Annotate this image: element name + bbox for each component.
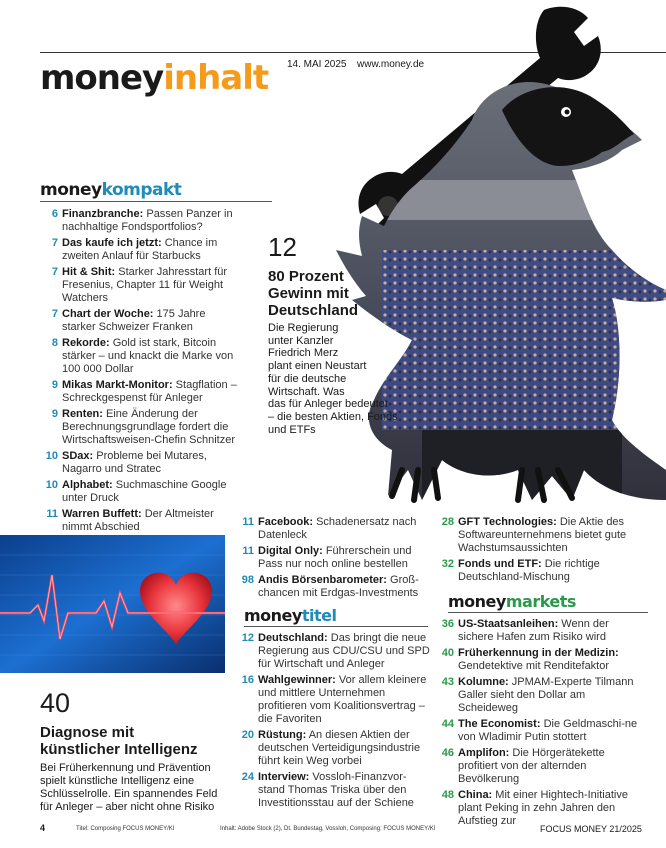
page-title xyxy=(40,58,268,98)
item-title: Chart der Woche: xyxy=(62,308,154,320)
item-title: Rüstung: xyxy=(258,729,307,741)
item-title: Digital Only: xyxy=(258,545,323,557)
item-title: GFT Technologies: xyxy=(458,516,557,528)
item-desc: JPMAM-Experte Tilmann Galler sieht den Dollar am Scheideweg xyxy=(458,676,634,714)
list-item[interactable] xyxy=(436,789,644,828)
list-item[interactable] xyxy=(236,574,426,600)
item-desc: Vor allem kleinere und mittlere Unternehmen profitieren vom Koalitionsvertrag – die Favoriten xyxy=(258,674,427,725)
feature-desc-line: das für Anleger bedeutet xyxy=(268,398,388,411)
page-number: 10 xyxy=(45,450,58,462)
feature-title-line: Diagnose mit xyxy=(40,724,135,741)
heart-ecg-illustration xyxy=(0,535,225,673)
page-number: 12 xyxy=(241,632,254,644)
item-title: China: xyxy=(458,789,493,801)
section-heading-part: money xyxy=(448,592,506,611)
item-desc: Führerschein und Pass nur noch online bestellen xyxy=(258,545,412,570)
page-number-footer: 4 xyxy=(40,823,46,833)
titel-list xyxy=(236,632,432,813)
item-title: Fonds und ETF: xyxy=(458,558,542,570)
item-desc: Die richtige Deutschland-Mischung xyxy=(458,558,600,583)
item-desc: Probleme bei Mutares, Nagarro und Stratec xyxy=(62,450,207,475)
issue-date: 14. MAI 2025 xyxy=(287,59,347,70)
item-desc: Der Altmeister nimmt Abschied xyxy=(62,508,214,533)
feature-ai-description xyxy=(40,762,217,814)
section-heading-part: kompakt xyxy=(101,180,182,200)
feature-ai-page-number: 40 xyxy=(40,688,71,718)
item-title: Mikas Markt-Monitor: xyxy=(62,379,173,391)
list-item[interactable] xyxy=(40,408,240,447)
item-title: Alphabet: xyxy=(62,479,113,491)
list-item[interactable] xyxy=(40,337,240,376)
item-title: Das kaufe ich jetzt: xyxy=(62,237,162,249)
markets-list xyxy=(436,618,644,831)
feature-desc-line: Wirtschaft. Was xyxy=(268,385,345,398)
list-item[interactable] xyxy=(40,450,240,476)
feature-desc-line: – die besten Aktien, Fonds xyxy=(268,410,398,423)
feature-desc-line: Schlüsselrolle. Ein spannendes Feld xyxy=(40,788,218,800)
page-number: 32 xyxy=(441,558,454,570)
page-number: 11 xyxy=(46,508,58,520)
list-item[interactable] xyxy=(40,379,240,405)
brand-part1: money xyxy=(40,58,164,98)
item-title: Facebook: xyxy=(258,516,314,528)
item-desc: Das bringt die neue Regierung aus CDU/CSU und SPD für Wirtschaft und Anleger xyxy=(258,632,430,670)
magazine-issue: FOCUS MONEY 21/2025 xyxy=(540,824,642,834)
list-item[interactable] xyxy=(436,618,644,644)
item-desc: Die Hörgerätekette profitiert von der alternden Bevölkerung xyxy=(458,747,605,785)
item-desc: Vossloh-Finanzvor-stand Thomas Triska über den Investitionsstau auf der Schiene xyxy=(258,771,414,809)
middle-top-list xyxy=(236,516,426,603)
item-desc: Gold ist stark, Bitcoin stärker – und knackt die Marke von 100 000 Dollar xyxy=(62,337,234,375)
page-number: 28 xyxy=(441,516,454,528)
section-rule xyxy=(244,626,428,627)
section-rule xyxy=(40,201,272,202)
item-desc: Wenn der sichere Hafen zum Risiko wird xyxy=(458,618,609,643)
item-desc: Chance im zweiten Anlauf für Starbucks xyxy=(62,237,218,262)
kompakt-list xyxy=(40,208,240,537)
feature-desc-line: und ETFs xyxy=(268,423,316,436)
page-number: 44 xyxy=(441,718,454,730)
item-desc: Die Aktie des Softwareunternehmens bietet gute Wachstumsaussichten xyxy=(458,516,627,554)
feature-desc-line: Friedrich Merz xyxy=(268,347,339,360)
list-item[interactable] xyxy=(236,516,426,542)
item-title: Amplifon: xyxy=(458,747,510,759)
section-rule xyxy=(448,612,648,613)
cover-credit: Titel: Composing FOCUS MONEY/KI xyxy=(76,826,175,832)
list-item[interactable] xyxy=(436,558,636,584)
item-title: Wahlgewinner: xyxy=(258,674,336,686)
feature-title-line: künstlicher Intelligenz xyxy=(40,741,198,758)
page-number: 9 xyxy=(51,408,58,420)
list-item[interactable] xyxy=(40,208,240,234)
item-desc: An diesen Aktien der deutschen Verteidigungsindustrie führt kein Weg vorbei xyxy=(258,729,421,767)
item-desc: Gendetektive mit Renditefaktor xyxy=(458,660,610,672)
website-link[interactable]: www.money.de xyxy=(357,59,425,70)
list-item[interactable] xyxy=(236,729,432,768)
page-number: 10 xyxy=(45,479,58,491)
list-item[interactable] xyxy=(40,479,240,505)
page-number: 36 xyxy=(441,618,454,630)
page-number: 11 xyxy=(242,545,254,557)
item-desc: 175 Jahre starker Schweizer Franken xyxy=(62,308,206,333)
list-item[interactable] xyxy=(40,508,240,534)
list-item[interactable] xyxy=(436,516,636,555)
page-number: 7 xyxy=(51,308,58,320)
list-item[interactable] xyxy=(236,771,432,810)
feature-desc-line: spielt künstliche Intelligenz eine xyxy=(40,775,195,787)
item-desc: Groß-chancen mit Erdgas-Investments xyxy=(258,574,419,599)
item-title: Deutschland: xyxy=(258,632,328,644)
item-title: Rekorde: xyxy=(62,337,110,349)
item-desc: Starker Jahresstart für Fresenius, Chapter 11 für Weight Watchers xyxy=(62,266,228,304)
section-heading-part: money xyxy=(40,180,102,200)
item-desc: Eine Änderung der Berechnungsgrundlage fordert die Wirtschaftsweisen-Chefin Schnitzer xyxy=(62,408,236,446)
feature-description xyxy=(268,322,398,436)
item-title: Interview: xyxy=(258,771,310,783)
feature-title-line: Deutschland xyxy=(268,302,359,319)
item-title: Hit & Shit: xyxy=(62,266,116,278)
feature-page-number: 12 xyxy=(268,232,297,262)
list-item[interactable] xyxy=(236,674,432,726)
brand-part2: inhalt xyxy=(163,58,269,98)
list-item[interactable] xyxy=(40,308,240,334)
page-number: 8 xyxy=(51,337,58,349)
feature-desc-line: unter Kanzler xyxy=(268,334,334,347)
item-title: Kolumne: xyxy=(458,676,509,688)
feature-desc-line: Die Regierung xyxy=(268,322,339,334)
page-number: 98 xyxy=(241,574,254,586)
section-heading-kompakt xyxy=(40,180,181,200)
section-heading-part: money xyxy=(244,606,302,625)
page-number: 9 xyxy=(51,379,58,391)
item-desc: Schadenersatz nach Datenleck xyxy=(258,516,417,541)
item-title: The Economist: xyxy=(458,718,541,730)
section-heading-part: titel xyxy=(301,606,337,625)
list-item[interactable] xyxy=(40,237,240,263)
page-number: 6 xyxy=(51,208,58,220)
page-number: 11 xyxy=(242,516,254,528)
list-item[interactable] xyxy=(436,718,644,744)
item-title: Warren Buffett: xyxy=(62,508,142,520)
item-desc: Stagflation – Schreckgespenst für Anleger xyxy=(62,379,237,404)
section-heading-titel xyxy=(244,606,336,625)
feature-title-line: 80 Prozent xyxy=(268,268,344,285)
list-item[interactable] xyxy=(436,647,644,673)
page-number: 40 xyxy=(441,647,454,659)
page-number: 20 xyxy=(241,729,254,741)
section-heading-markets xyxy=(448,592,576,611)
item-title: SDax: xyxy=(62,450,94,462)
list-item[interactable] xyxy=(436,747,644,786)
list-item[interactable] xyxy=(236,545,426,571)
right-top-list xyxy=(436,516,636,587)
page-number: 7 xyxy=(51,237,58,249)
feature-desc-line: plant einen Neustart xyxy=(268,360,367,373)
page-number: 24 xyxy=(241,771,254,783)
list-item[interactable] xyxy=(436,676,644,715)
feature-desc-line: für die deutsche xyxy=(268,372,347,385)
item-desc: Suchmaschine Google unter Druck xyxy=(62,479,227,504)
item-desc: Passen Panzer in nachhaltige Fondsportfolios? xyxy=(62,208,233,233)
page-number: 43 xyxy=(441,676,454,688)
item-desc: Die Geldmaschi-ne von Wladimir Putin stottert xyxy=(458,718,638,743)
feature-ai-title[interactable] xyxy=(40,724,198,758)
feature-title-line: Gewinn mit xyxy=(268,285,349,302)
feature-title[interactable] xyxy=(268,268,358,319)
item-title: US-Staatsanleihen: xyxy=(458,618,559,630)
list-item[interactable] xyxy=(40,266,240,305)
item-title: Andis Börsenbarometer: xyxy=(258,574,387,586)
page-number: 46 xyxy=(441,747,454,759)
item-title: Früherkennung in der Medizin: xyxy=(458,647,619,659)
item-title: Renten: xyxy=(62,408,103,420)
feature-desc-line: Bei Früherkennung und Prävention xyxy=(40,762,211,774)
content-credit: Inhalt: Adobe Stock (2), Dt. Bundestag, Vossloh, Composing: FOCUS MONEY/KI xyxy=(220,826,436,832)
page-number: 7 xyxy=(51,266,58,278)
page-number: 48 xyxy=(441,789,454,801)
section-heading-part: markets xyxy=(505,592,576,611)
list-item[interactable] xyxy=(236,632,432,671)
item-title: Finanzbranche: xyxy=(62,208,144,220)
feature-desc-line: für Anleger – aber nicht ohne Risiko xyxy=(40,801,215,813)
item-desc: Mit einer Hightech-Initiative plant Peking in zehn Jahren den Aufstieg zur xyxy=(458,789,628,827)
page-number: 16 xyxy=(241,674,254,686)
